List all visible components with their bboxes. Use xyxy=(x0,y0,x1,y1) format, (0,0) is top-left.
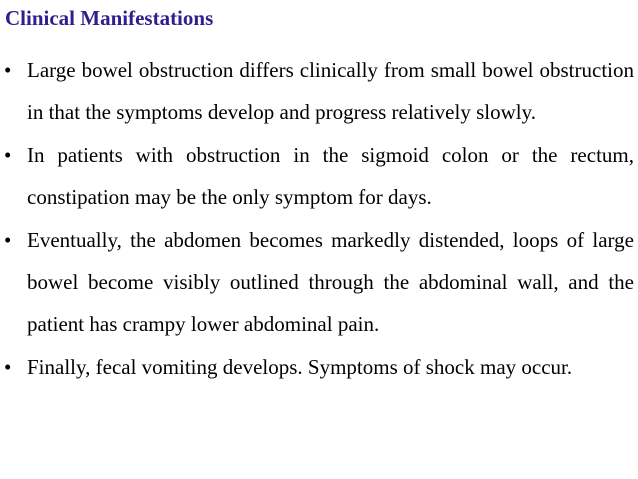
bullet-icon: • xyxy=(4,228,12,252)
bullet-list xyxy=(0,49,634,389)
bullet-text: Eventually, the abdomen becomes markedly distended, loops of large bowel become visibly outlined through the abdominal wall, and the patient has crampy lower abdominal pain. xyxy=(27,228,634,336)
bullet-text: Large bowel obstruction differs clinically from small bowel obstruction in that the symptoms develop and progress relatively slowly. xyxy=(27,58,634,124)
bullet-icon: • xyxy=(4,58,12,82)
bullet-icon: • xyxy=(4,355,12,379)
bullet-item xyxy=(0,346,634,388)
bullet-text: Finally, fecal vomiting develops. Symptoms of shock may occur. xyxy=(27,355,573,379)
slide-title: Clinical Manifestations xyxy=(5,6,214,30)
bullet-text: In patients with obstruction in the sigmoid colon or the rectum, constipation may be the only symptom for days. xyxy=(27,143,634,209)
bullet-icon: • xyxy=(4,143,12,167)
bullet-item xyxy=(0,219,634,345)
bullet-item xyxy=(0,134,634,218)
bullet-item xyxy=(0,49,634,133)
